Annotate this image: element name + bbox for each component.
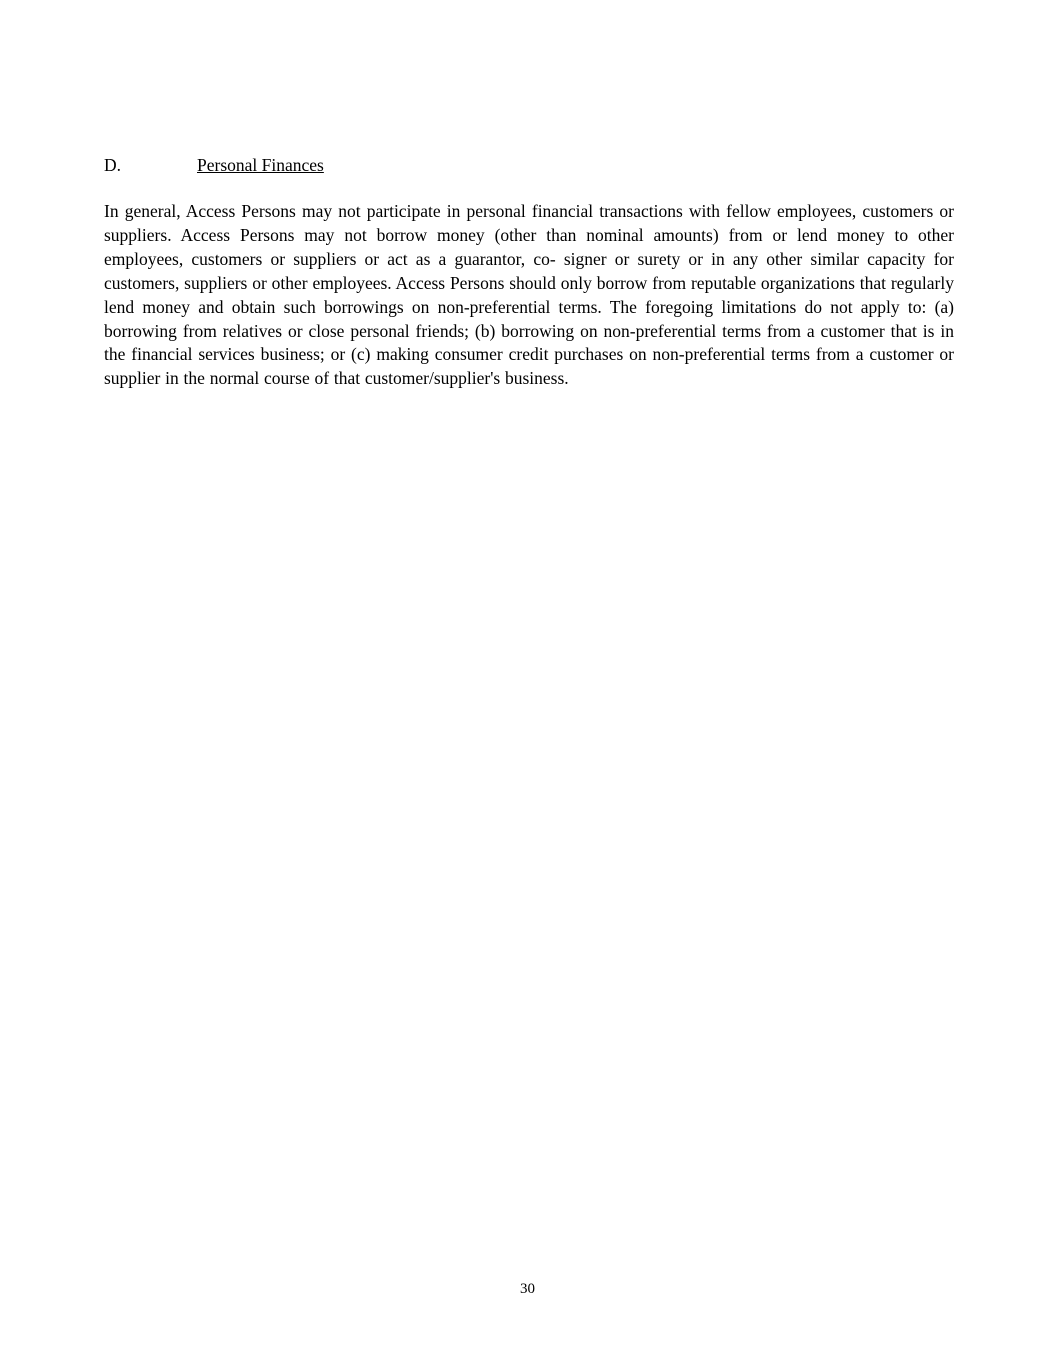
section-label: D. xyxy=(104,155,122,175)
section-title: Personal Finances xyxy=(197,155,324,175)
page-content xyxy=(104,153,954,391)
page-number: 30 xyxy=(520,1281,535,1297)
section-heading xyxy=(104,153,954,177)
body-paragraph: In general, Access Persons may not participate in personal financial transactions with fellow employees, customers or suppliers. Access Persons may not borrow money (other than nominal amounts) from or lend money to other employees, customers or suppliers or act as a guarantor, co- signer or surety or in any other similar capacity for customers, suppliers or other employees. Access Persons should only borrow from reputable organizations that regularly lend money and obtain such borrowings on non-preferential terms. The foregoing limitations do not apply to: (a) borrowing from relatives or close personal friends; (b) borrowing on non-preferential terms from a customer that is in the financial services business; or (c) making consumer credit purchases on non-preferential terms from a customer or supplier in the normal course of that customer/supplier's business. xyxy=(104,201,954,389)
